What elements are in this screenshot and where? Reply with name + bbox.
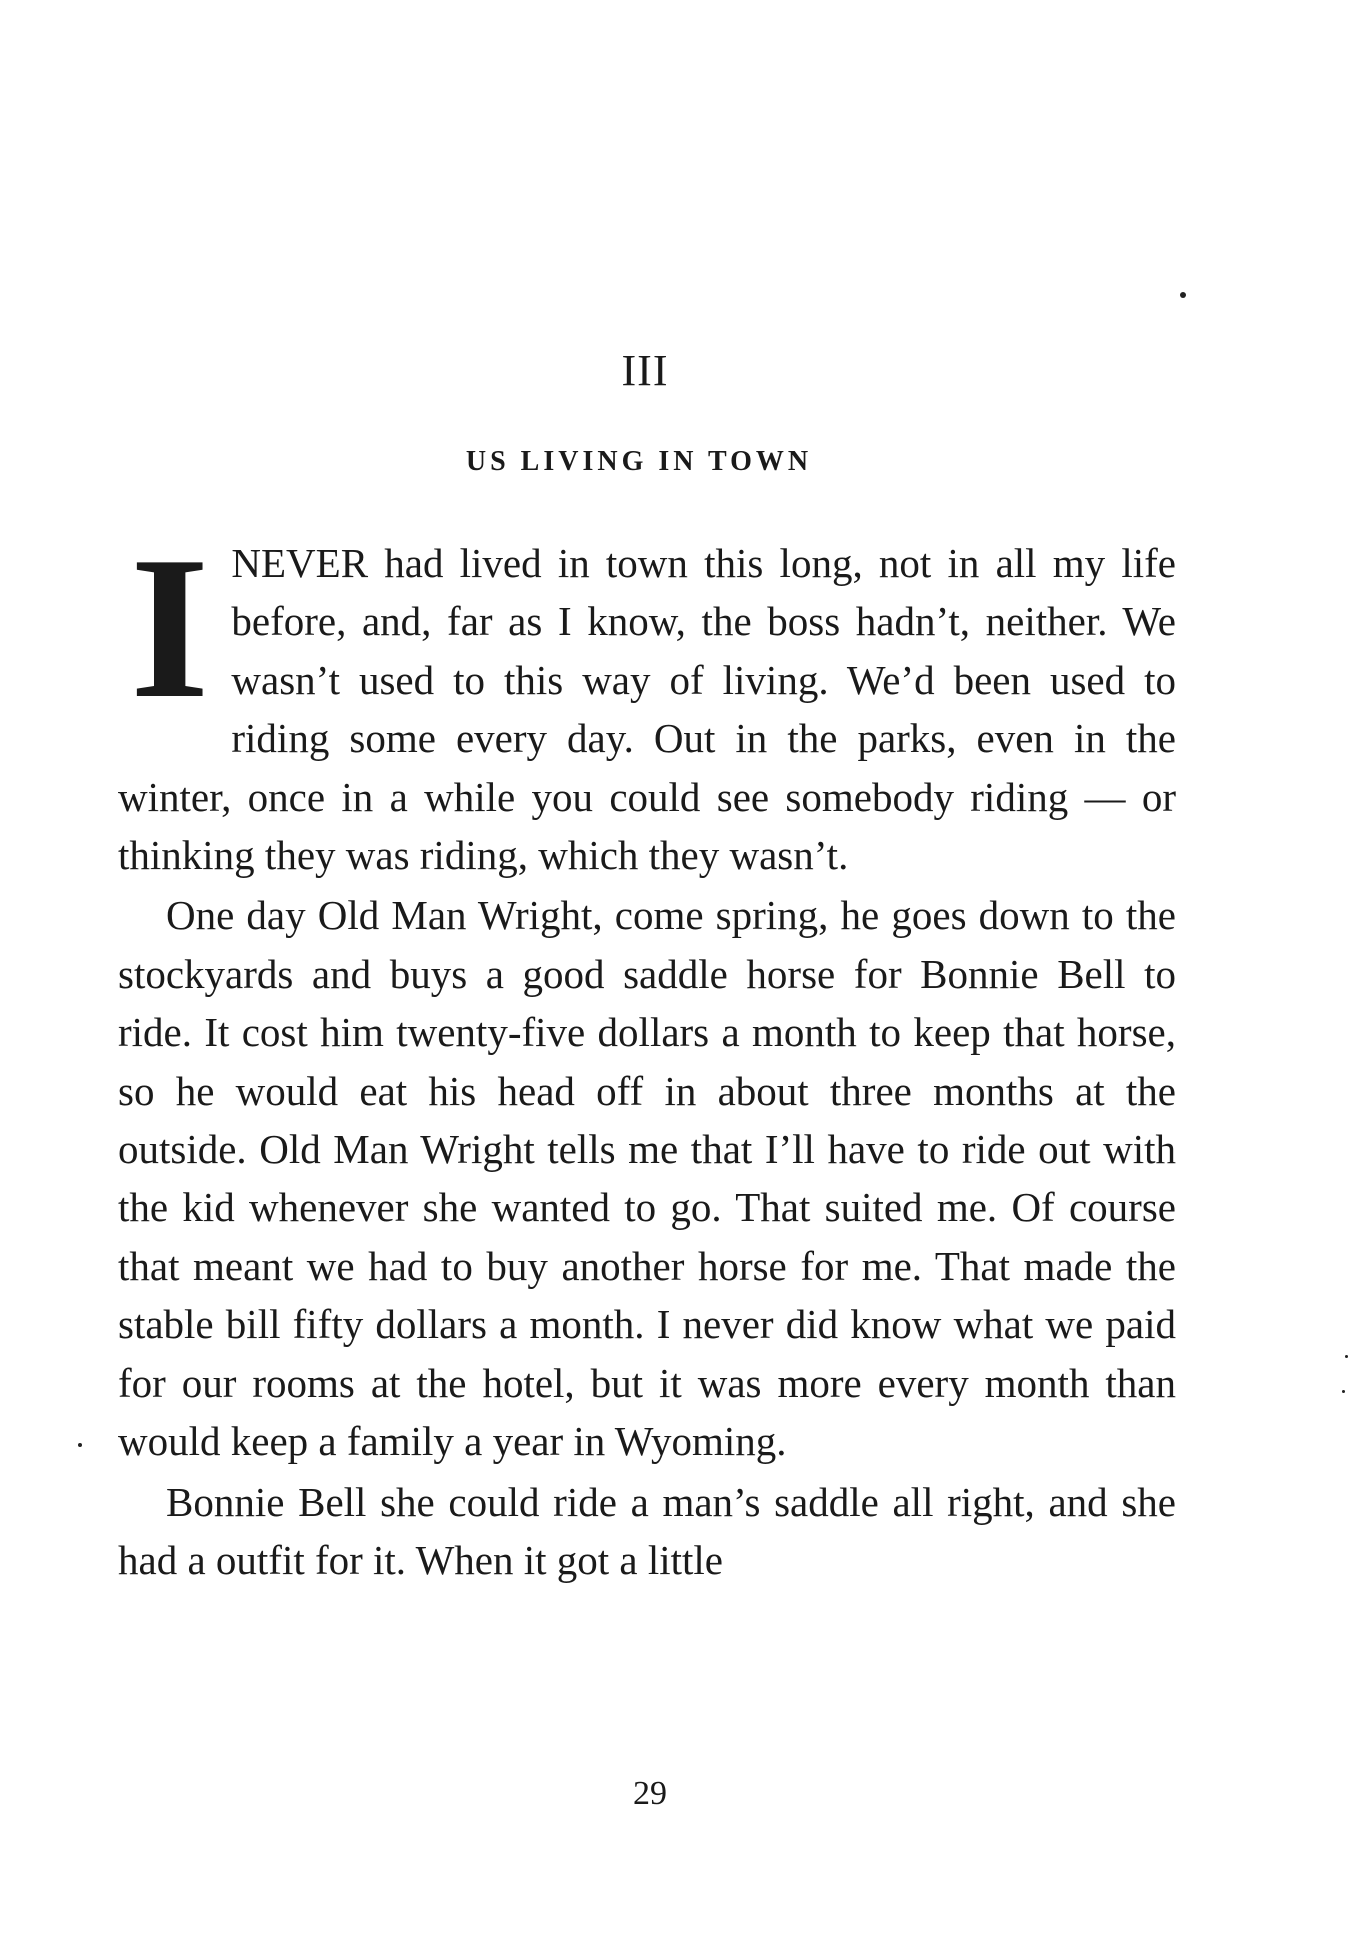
chapter-number: III	[621, 346, 669, 395]
scan-speck	[1345, 1355, 1348, 1358]
body-text	[118, 515, 1176, 1589]
paragraph-2: One day Old Man Wright, come spring, he goes down to the stockyards and buys a good saddle horse for Bonnie Bell to ride. It cost him twenty-five dollars a month to keep that horse, so he would eat his head off in about three months at the outside. Old Man Wright tells me that I’ll have to ride out with the kid whenever she wanted to go. That suited me. Of course that meant we had to buy another horse for me. That made the stable bill fifty dollars a month. I never did know what we paid for our rooms at the hotel, but it was more every month than would keep a family a year in Wyoming.	[118, 892, 1176, 1465]
page-number: 29	[633, 1775, 667, 1812]
scan-speck	[78, 1443, 82, 1447]
scan-speck	[1180, 292, 1186, 298]
paragraph-1-text: NEVER had lived in town this long, not in all my life before, and, far as I know, the boss hadn’t, neither. We wasn’t used to this way of living. We’d been used to riding some every day. Out in the parks, even in the winter, once in a while you could see somebody riding — or thinking they was riding, which they wasn’t.	[118, 540, 1176, 879]
paragraph-1	[118, 515, 1176, 884]
drop-cap: I	[130, 515, 210, 741]
chapter-title: US LIVING IN TOWN	[465, 446, 813, 477]
scan-speck	[1342, 1390, 1345, 1393]
paragraph-3: Bonnie Bell she could ride a man’s saddle all right, and she had a outfit for it. When it got a little	[118, 1478, 1176, 1583]
